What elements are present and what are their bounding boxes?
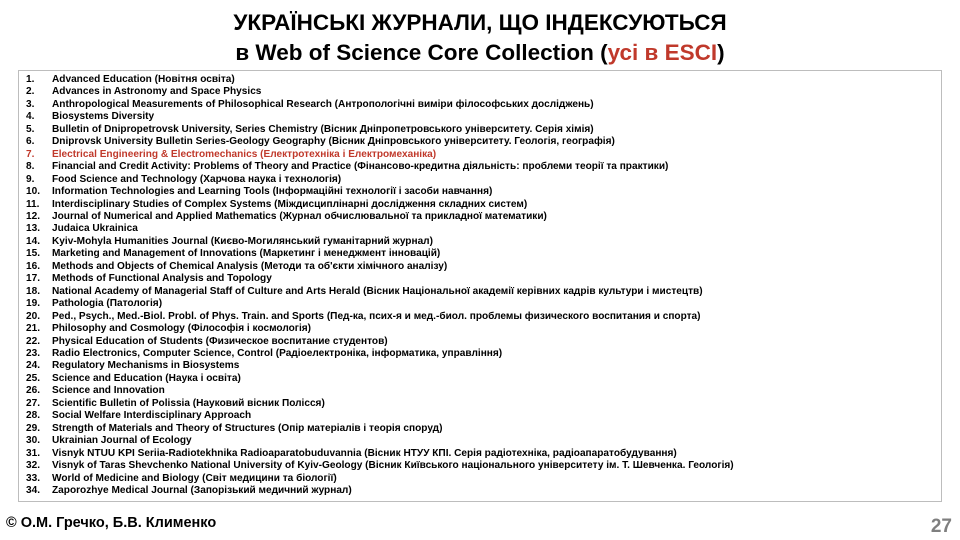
list-item-number: 27. xyxy=(26,397,41,409)
list-item-number: 5. xyxy=(26,123,35,135)
footer-author: © О.М. Гречко, Б.В. Клименко xyxy=(6,515,217,531)
list-item-number: 11. xyxy=(26,198,40,210)
list-item-title: Science and Innovation xyxy=(52,385,165,397)
list-item-number: 9. xyxy=(26,173,35,185)
list-item xyxy=(26,286,734,298)
list-item xyxy=(26,236,734,248)
list-item-title: Electrical Engineering & Electromechanics (Електротехніка і Електромеханіка) xyxy=(52,148,437,160)
list-item-number: 20. xyxy=(26,310,41,322)
list-item-number: 22. xyxy=(26,335,41,347)
list-item xyxy=(26,485,734,497)
page-number: 27 xyxy=(930,516,952,537)
list-item-title: Bulletin of Dnipropetrovsk University, Series Chemistry (Вісник Дніпропетровського університету. Серія хімія) xyxy=(52,123,594,135)
list-item-title: Science and Education (Наука і освіта) xyxy=(52,372,241,384)
list-item-title: Advanced Education (Новітня освіта) xyxy=(52,74,235,85)
list-item-title: Judaica Ukrainica xyxy=(52,223,138,235)
list-item-title: Anthropological Measurements of Philosophical Research (Антропологічні виміри філософських досліджень) xyxy=(52,98,594,110)
list-item xyxy=(26,211,734,223)
list-item-title: Information Technologies and Learning Tools (Інформаційні технології і засоби навчання) xyxy=(52,186,493,198)
list-item-title: Strength of Materials and Theory of Structures (Опір матеріалів і теорія споруд) xyxy=(52,422,443,434)
list-item xyxy=(26,435,734,447)
list-item-title: National Academy of Managerial Staff of Culture and Arts Herald (Вісник Національної академії керівних кадрів культури і мистецтв) xyxy=(52,285,703,297)
list-item xyxy=(26,248,734,260)
list-item-number: 15. xyxy=(26,248,41,260)
list-item-number: 17. xyxy=(26,273,41,285)
list-item-title: Journal of Numerical and Applied Mathematics (Журнал обчислювальної та прикладної математики) xyxy=(52,210,547,222)
journal-list xyxy=(26,74,734,497)
list-item xyxy=(26,149,734,161)
list-item-title: Biosystems Diversity xyxy=(52,111,155,123)
list-item xyxy=(26,186,734,198)
list-item-number: 34. xyxy=(26,484,41,496)
list-item-title: Ukrainian Journal of Ecology xyxy=(52,435,192,447)
list-item-title: Financial and Credit Activity: Problems of Theory and Practice (Фінансово-кредитна діяльність: проблеми теорії та практики) xyxy=(52,161,669,173)
list-item-number: 21. xyxy=(26,323,41,335)
list-item xyxy=(26,86,734,98)
list-item-number: 16. xyxy=(26,260,41,272)
list-item-number: 31. xyxy=(26,447,41,459)
list-item xyxy=(26,99,734,111)
list-item xyxy=(26,311,734,323)
list-item-number: 19. xyxy=(26,298,41,310)
list-item-title: Radio Electronics, Computer Science, Control (Радіоелектроніка, інформатика, управління) xyxy=(52,347,503,359)
list-item-title: Regulatory Mechanisms in Biosystems xyxy=(52,360,240,372)
list-item xyxy=(26,174,734,186)
list-item-title: Social Welfare Interdisciplinary Approach xyxy=(52,410,252,422)
list-item xyxy=(26,111,734,123)
list-item-number: 14. xyxy=(26,235,41,247)
list-item xyxy=(26,348,734,360)
list-item-title: Interdisciplinary Studies of Complex Systems (Міждисциплінарні дослідження складних систем) xyxy=(52,198,528,210)
list-item-number: 30. xyxy=(26,435,41,447)
list-item xyxy=(26,261,734,273)
list-item-number: 24. xyxy=(26,360,41,372)
list-item xyxy=(26,360,734,372)
list-item xyxy=(26,410,734,422)
list-item-number: 26. xyxy=(26,385,41,397)
list-item-number: 6. xyxy=(26,136,35,148)
list-item-number: 18. xyxy=(26,285,41,297)
list-item xyxy=(26,298,734,310)
list-item-number: 2. xyxy=(26,86,35,98)
list-item xyxy=(26,460,734,472)
list-item xyxy=(26,223,734,235)
list-item-title: Visnyk NTUU KPI Seriia-Radiotekhnika Radioaparatobuduvannia (Вісник НТУУ КПІ. Серія радіотехніка, радіоапаратобудування) xyxy=(52,447,677,459)
list-item-number: 7. xyxy=(26,148,35,160)
list-item-number: 4. xyxy=(26,111,35,123)
list-item-number: 25. xyxy=(26,372,41,384)
list-item-number: 8. xyxy=(26,161,35,173)
list-item-title: Philosophy and Cosmology (Філософія і космологія) xyxy=(52,323,312,335)
list-item xyxy=(26,373,734,385)
list-item xyxy=(26,336,734,348)
list-item-title: Methods of Functional Analysis and Topology xyxy=(52,273,272,285)
list-item-number: 32. xyxy=(26,460,41,472)
list-item xyxy=(26,423,734,435)
list-item-number: 1. xyxy=(26,74,35,85)
list-item-title: Kyiv-Mohyla Humanities Journal (Києво-Могилянський гуманітарний журнал) xyxy=(52,235,433,247)
list-item-title: Advances in Astronomy and Space Physics xyxy=(52,86,262,98)
list-item-number: 28. xyxy=(26,410,41,422)
list-item-number: 13. xyxy=(26,223,41,235)
title-line-2 xyxy=(0,38,960,68)
list-item xyxy=(26,199,734,211)
list-item-title: World of Medicine and Biology (Світ медицини та біології) xyxy=(52,472,337,484)
list-item-title: Zaporozhye Medical Journal (Запорізький медичний журнал) xyxy=(52,484,352,496)
list-item xyxy=(26,124,734,136)
title-line-2-prefix: в Web of Science Core Collection ( xyxy=(235,40,608,65)
list-item-number: 12. xyxy=(26,210,41,222)
list-item xyxy=(26,161,734,173)
list-item xyxy=(26,448,734,460)
title-line-1: УКРАЇНСЬКІ ЖУРНАЛИ, ЩО ІНДЕКСУЮТЬСЯ xyxy=(233,10,727,35)
slide-title xyxy=(0,8,960,68)
list-item-title: Food Science and Technology (Харчова наука і технологія) xyxy=(52,173,342,185)
list-item xyxy=(26,473,734,485)
list-item xyxy=(26,398,734,410)
list-item xyxy=(26,323,734,335)
list-item-title: Visnyk of Taras Shevchenko National University of Kyiv-Geology (Вісник Київського національного університету ім. Т. Шевченка. Геологія) xyxy=(52,460,734,472)
list-item xyxy=(26,74,734,86)
list-item-title: Scientific Bulletin of Polissia (Науковий вісник Полісся) xyxy=(52,397,325,409)
title-highlight: усі в ESCI xyxy=(607,40,718,65)
list-item-number: 10. xyxy=(26,186,41,198)
list-item-title: Physical Education of Students (Физическое воспитание студентов) xyxy=(52,335,388,347)
list-item xyxy=(26,136,734,148)
list-item-number: 33. xyxy=(26,472,41,484)
list-item xyxy=(26,385,734,397)
list-item-title: Methods and Objects of Chemical Analysis (Методи та об'єкти хімічного аналізу) xyxy=(52,260,448,272)
list-item-number: 3. xyxy=(26,98,35,110)
list-item-number: 23. xyxy=(26,347,41,359)
list-item-title: Dniprovsk University Bulletin Series-Geology Geography (Вісник Дніпровського університету. Геологія, географія) xyxy=(52,136,615,148)
list-item-title: Marketing and Management of Innovations (Маркетинг і менеджмент інновацій) xyxy=(52,248,441,260)
list-item-title: Ped., Psych., Med.-Biol. Probl. of Phys. Train. and Sports (Пед-ка, псих-я и мед.-биол. проблемы физического воспитания и спорта) xyxy=(52,310,701,322)
title-line-2-suffix: ) xyxy=(717,40,725,65)
list-item-number: 29. xyxy=(26,422,41,434)
list-item xyxy=(26,273,734,285)
list-item-title: Pathologia (Патологія) xyxy=(52,298,163,310)
